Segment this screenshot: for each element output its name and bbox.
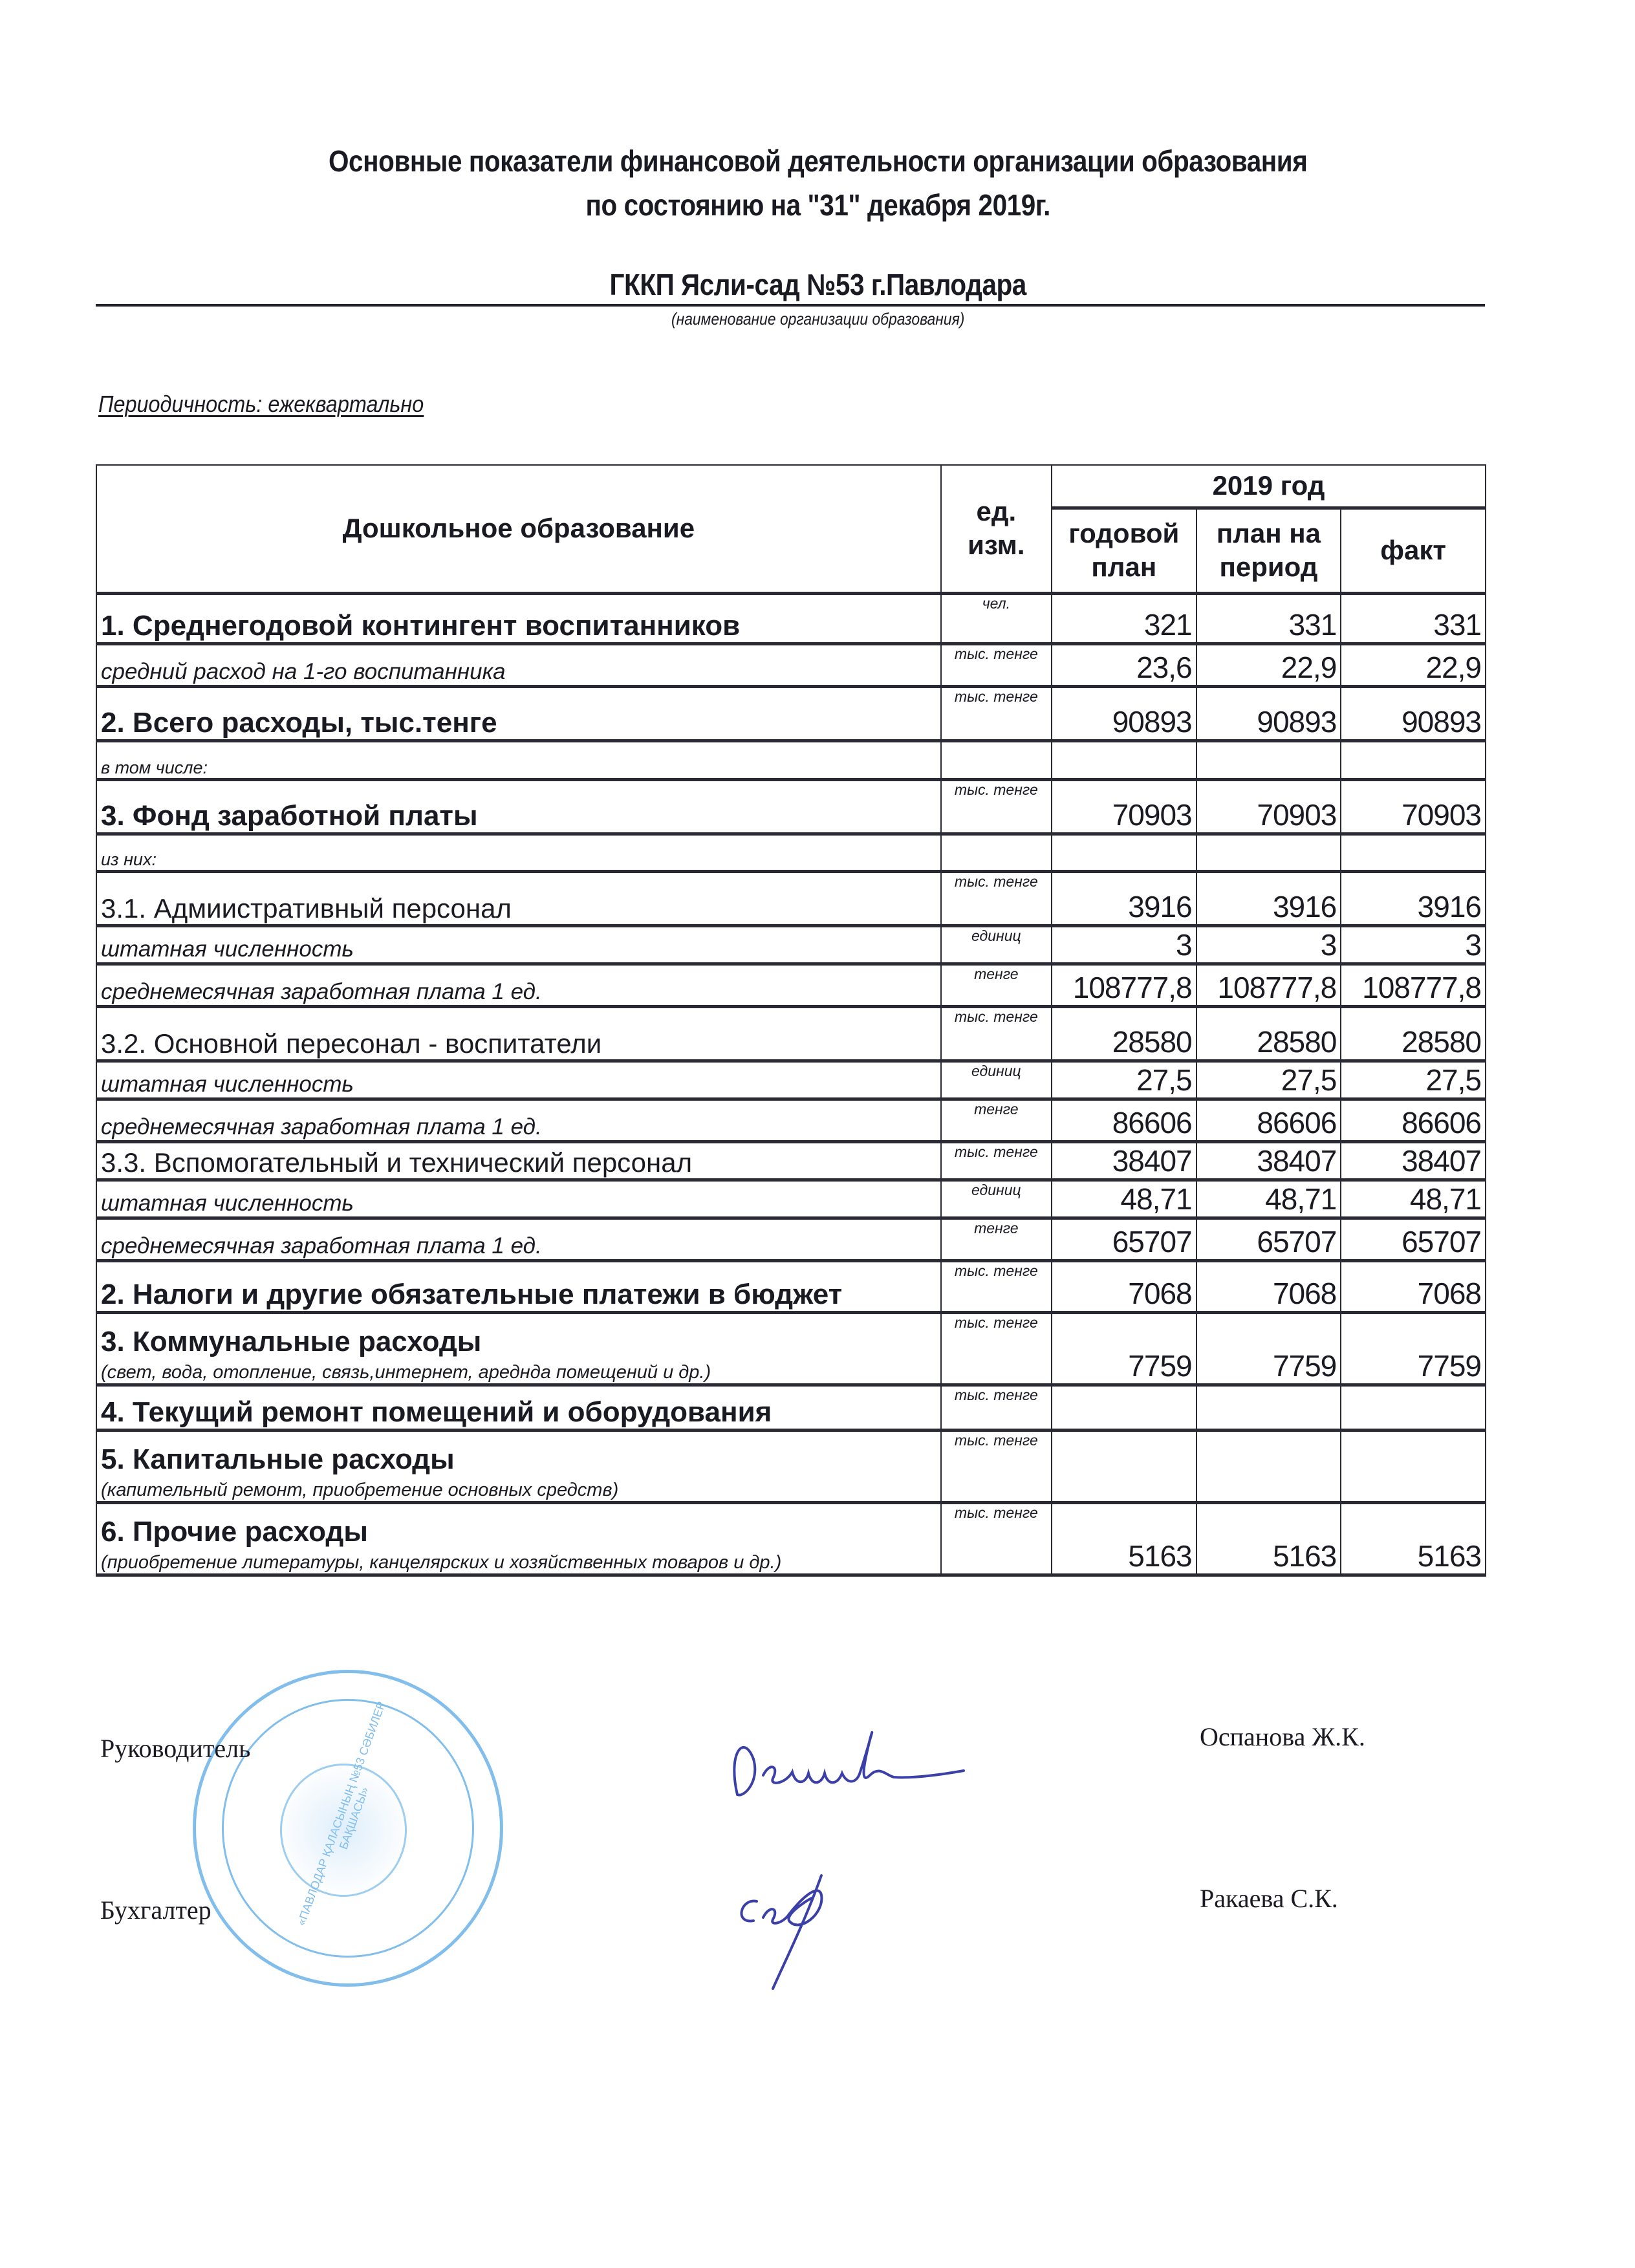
row-unit: единиц: [941, 1180, 1052, 1218]
periodicity-label: Периодичность: ежеквартально: [98, 391, 424, 417]
row-label: 3.3. Вспомогательный и технический персонал: [101, 1147, 693, 1178]
header-section: Дошкольное образование: [96, 465, 941, 593]
director-label: Руководитель: [100, 1734, 251, 1763]
row-label-cell: [96, 1006, 941, 1061]
row-label: 3.1. Адмиистративный персонал: [101, 892, 512, 923]
row-label-cell: [96, 593, 941, 643]
director-signature-icon: [724, 1714, 970, 1811]
row-value-annual-plan: 90893: [1052, 686, 1196, 740]
table-row: [96, 643, 1486, 686]
row-unit: тенге: [941, 964, 1052, 1006]
table-row: [96, 686, 1486, 740]
row-value-annual-plan: 27,5: [1052, 1061, 1196, 1099]
row-value-period-plan: 86606: [1196, 1099, 1341, 1141]
header-unit: ед. изм.: [941, 465, 1052, 593]
row-unit: [941, 834, 1052, 871]
row-value-annual-plan: 28580: [1052, 1006, 1196, 1061]
row-label-cell: [96, 1180, 941, 1218]
table-row: [96, 1218, 1486, 1260]
director-name: Оспанова Ж.К.: [1200, 1722, 1365, 1751]
row-value-annual-plan: 86606: [1052, 1099, 1196, 1141]
row-unit: тыс. тенге: [941, 686, 1052, 740]
table-body: [96, 593, 1486, 1575]
header-period-plan: план на период: [1196, 508, 1341, 593]
row-value-period-plan: 70903: [1196, 779, 1341, 834]
row-label: штатная численность: [101, 936, 354, 962]
row-label-cell: [96, 1061, 941, 1099]
organization-name: ГККП Ясли-сад №53 г.Павлодара: [609, 268, 1026, 301]
row-label: 2. Налоги и другие обязательные платежи в бюджет: [101, 1278, 843, 1310]
row-unit: тыс. тенге: [941, 1430, 1052, 1502]
table-row: [96, 925, 1486, 964]
row-label-cell: [96, 1099, 941, 1141]
row-value-fact: 86606: [1341, 1099, 1486, 1141]
row-unit: тенге: [941, 1218, 1052, 1260]
row-label-cell: [96, 643, 941, 686]
row-unit: тыс. тенге: [941, 1260, 1052, 1312]
table-row: [96, 593, 1486, 643]
row-label: 3. Коммунальные расходы: [101, 1325, 482, 1357]
row-value-fact: [1341, 1385, 1486, 1430]
row-label: штатная численность: [101, 1190, 354, 1216]
row-value-period-plan: 331: [1196, 593, 1341, 643]
row-label-cell: [96, 925, 941, 964]
row-value-fact: 48,71: [1341, 1180, 1486, 1218]
row-label-cell: [96, 740, 941, 779]
row-value-annual-plan: 65707: [1052, 1218, 1196, 1260]
row-value-fact: [1341, 740, 1486, 779]
row-value-fact: 90893: [1341, 686, 1486, 740]
table-row: [96, 834, 1486, 871]
row-value-period-plan: 38407: [1196, 1141, 1341, 1180]
row-value-period-plan: 27,5: [1196, 1061, 1341, 1099]
table-row: [96, 1061, 1486, 1099]
row-label-cell: [96, 964, 941, 1006]
row-value-period-plan: 3916: [1196, 871, 1341, 925]
table-row: [96, 1385, 1486, 1430]
row-value-annual-plan: [1052, 834, 1196, 871]
table-row: [96, 1312, 1486, 1385]
row-value-period-plan: 108777,8: [1196, 964, 1341, 1006]
row-value-annual-plan: 108777,8: [1052, 964, 1196, 1006]
row-value-annual-plan: 7068: [1052, 1260, 1196, 1312]
row-label: 6. Прочие расходы: [101, 1515, 368, 1548]
row-label-cell: [96, 1502, 941, 1575]
row-value-fact: [1341, 834, 1486, 871]
row-label: штатная численность: [101, 1071, 354, 1097]
row-value-fact: 7759: [1341, 1312, 1486, 1385]
row-value-period-plan: 28580: [1196, 1006, 1341, 1061]
row-value-period-plan: [1196, 1430, 1341, 1502]
row-value-fact: 3: [1341, 925, 1486, 964]
row-label-cell: [96, 1141, 941, 1180]
row-label-cell: [96, 1218, 941, 1260]
row-unit: тыс. тенге: [941, 643, 1052, 686]
stamp-text: «ПАВЛОДАР ҚАЛАСЫНЫҢ №53 СӘБИЛЕР БАҚШАСЫ»: [294, 1700, 388, 1928]
row-value-fact: 108777,8: [1341, 964, 1486, 1006]
row-unit: тыс. тенге: [941, 779, 1052, 834]
table-row: [96, 740, 1486, 779]
row-value-fact: 331: [1341, 593, 1486, 643]
row-value-period-plan: 22,9: [1196, 643, 1341, 686]
row-value-annual-plan: 48,71: [1052, 1180, 1196, 1218]
row-unit: тыс. тенге: [941, 1312, 1052, 1385]
row-value-annual-plan: 321: [1052, 593, 1196, 643]
header-fact: факт: [1341, 508, 1486, 593]
row-value-period-plan: 5163: [1196, 1502, 1341, 1575]
row-unit: единиц: [941, 1061, 1052, 1099]
row-value-period-plan: 65707: [1196, 1218, 1341, 1260]
row-label: средний расход на 1-го воспитанника: [101, 658, 506, 684]
row-value-period-plan: [1196, 1385, 1341, 1430]
row-value-fact: 70903: [1341, 779, 1486, 834]
row-note: (свет, вода, отопление, связь,интернет, ареднда помещений и др.): [101, 1361, 711, 1383]
row-unit: единиц: [941, 925, 1052, 964]
row-label: среднемесячная заработная плата 1 ед.: [101, 1233, 542, 1258]
row-label: 1. Среднегодовой контингент воспитанников: [101, 609, 741, 642]
document-title-line-1: Основные показатели финансовой деятельности организации образования: [329, 144, 1308, 178]
row-label: 2. Всего расходы, тыс.тенге: [101, 706, 497, 739]
row-label: среднемесячная заработная плата 1 ед.: [101, 978, 542, 1004]
row-unit: тыс. тенге: [941, 871, 1052, 925]
official-stamp: [193, 1670, 503, 1987]
row-label-cell: [96, 686, 941, 740]
row-note: (капительный ремонт, приобретение основных средств): [101, 1479, 619, 1500]
row-value-annual-plan: 5163: [1052, 1502, 1196, 1575]
accountant-label: Бухгалтер: [100, 1895, 211, 1925]
row-value-annual-plan: [1052, 1430, 1196, 1502]
table-row: [96, 1502, 1486, 1575]
row-value-annual-plan: 38407: [1052, 1141, 1196, 1180]
table-row: [96, 779, 1486, 834]
document-title-line-2: по состоянию на "31" декабря 2019г.: [585, 188, 1050, 222]
organization-caption: (наименование организации образования): [671, 309, 965, 329]
row-label: в том числе:: [101, 757, 208, 777]
row-value-annual-plan: 23,6: [1052, 643, 1196, 686]
row-unit: тенге: [941, 1099, 1052, 1141]
table-row: [96, 1430, 1486, 1502]
row-value-period-plan: 7759: [1196, 1312, 1341, 1385]
row-unit: [941, 740, 1052, 779]
row-value-period-plan: 48,71: [1196, 1180, 1341, 1218]
header-year-group: 2019 год: [1052, 465, 1486, 508]
row-value-fact: 27,5: [1341, 1061, 1486, 1099]
row-label: среднемесячная заработная плата 1 ед.: [101, 1114, 542, 1139]
organization-underline: [96, 304, 1485, 307]
row-value-fact: [1341, 1430, 1486, 1502]
table-row: [96, 1260, 1486, 1312]
row-value-period-plan: 7068: [1196, 1260, 1341, 1312]
row-value-fact: 22,9: [1341, 643, 1486, 686]
row-label: 4. Текущий ремонт помещений и оборудования: [101, 1396, 772, 1428]
row-label-cell: [96, 1385, 941, 1430]
row-value-fact: 5163: [1341, 1502, 1486, 1575]
row-label-cell: [96, 1312, 941, 1385]
row-value-annual-plan: 3916: [1052, 871, 1196, 925]
row-value-annual-plan: 7759: [1052, 1312, 1196, 1385]
row-note: (приобретение литературы, канцелярских и хозяйственных товаров и др.): [101, 1551, 782, 1573]
row-value-annual-plan: 3: [1052, 925, 1196, 964]
row-unit: тыс. тенге: [941, 1385, 1052, 1430]
row-unit: тыс. тенге: [941, 1502, 1052, 1575]
row-unit: тыс. тенге: [941, 1141, 1052, 1180]
row-label: 3.2. Основной пересонал - воспитатели: [101, 1028, 602, 1059]
row-label: 5. Капитальные расходы: [101, 1443, 455, 1475]
table-row: [96, 964, 1486, 1006]
row-value-fact: 65707: [1341, 1218, 1486, 1260]
financial-indicators-table: [96, 464, 1486, 1577]
table-row: [96, 1180, 1486, 1218]
row-value-period-plan: [1196, 834, 1341, 871]
row-value-period-plan: [1196, 740, 1341, 779]
row-value-period-plan: 90893: [1196, 686, 1341, 740]
row-value-fact: 3916: [1341, 871, 1486, 925]
row-value-annual-plan: 70903: [1052, 779, 1196, 834]
row-value-fact: 7068: [1341, 1260, 1486, 1312]
row-label-cell: [96, 834, 941, 871]
row-unit: тыс. тенге: [941, 1006, 1052, 1061]
table-row: [96, 1141, 1486, 1180]
row-value-annual-plan: [1052, 1385, 1196, 1430]
accountant-name: Ракаева С.К.: [1200, 1884, 1338, 1913]
row-value-annual-plan: [1052, 740, 1196, 779]
row-label: 3. Фонд заработной платы: [101, 799, 478, 832]
row-label-cell: [96, 779, 941, 834]
table-row: [96, 871, 1486, 925]
row-label-cell: [96, 871, 941, 925]
row-value-fact: 28580: [1341, 1006, 1486, 1061]
table-row: [96, 1006, 1486, 1061]
header-annual-plan: годовой план: [1052, 508, 1196, 593]
row-label-cell: [96, 1430, 941, 1502]
row-label-cell: [96, 1260, 941, 1312]
row-label: из них:: [101, 849, 157, 869]
row-unit: чел.: [941, 593, 1052, 643]
row-value-period-plan: 3: [1196, 925, 1341, 964]
accountant-signature-icon: [728, 1863, 883, 1992]
table-row: [96, 1099, 1486, 1141]
row-value-fact: 38407: [1341, 1141, 1486, 1180]
